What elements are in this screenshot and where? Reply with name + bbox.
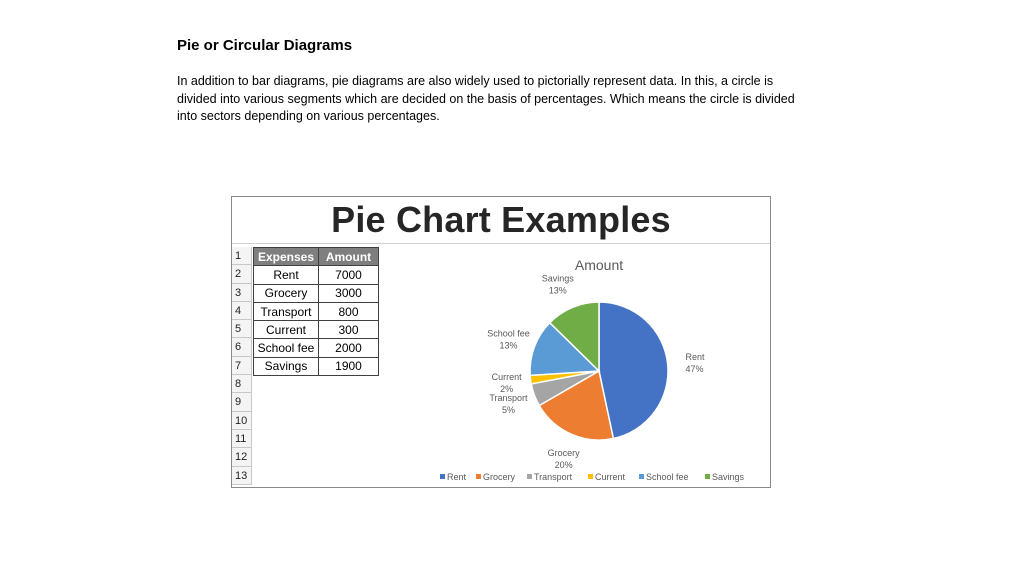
row-number: 13 — [232, 467, 252, 485]
row-number: 5 — [232, 320, 252, 338]
legend-item-rent — [440, 472, 467, 482]
table-row — [254, 321, 379, 339]
pie-chart-example-figure — [231, 196, 771, 488]
row-number: 2 — [232, 265, 252, 283]
expense-name-cell: Grocery — [254, 284, 319, 302]
legend-label: Rent — [447, 472, 467, 482]
table-row — [254, 284, 379, 302]
row-number: 4 — [232, 302, 252, 320]
slice-label — [542, 273, 575, 295]
slice-label — [548, 448, 581, 470]
row-number: 6 — [232, 338, 252, 356]
legend-item-transport — [527, 472, 573, 482]
row-number: 1 — [232, 247, 252, 265]
slice-label-percent: 13% — [499, 340, 518, 351]
slice-label-percent: 5% — [501, 404, 515, 415]
pie-chart — [382, 249, 766, 485]
document-paragraph: In addition to bar diagrams, pie diagrams are also widely used to pictorially represent data. In this, a circle is divided into various segments which are decided on the basis of percentages. Which means the circle is divided into sectors depending on various percentages. — [177, 74, 795, 123]
slice-label-percent: 2% — [500, 383, 514, 394]
pie-chart-area — [382, 249, 766, 485]
slice-label — [489, 393, 528, 415]
document-heading: Pie or Circular Diagrams — [177, 37, 353, 54]
amount-cell: 3000 — [319, 284, 379, 302]
legend-swatch — [588, 474, 593, 479]
table-row — [254, 266, 379, 284]
slice-label — [492, 372, 523, 394]
legend-swatch — [639, 474, 644, 479]
slice-label-name: Transport — [489, 392, 528, 403]
expense-name-cell: Transport — [254, 302, 319, 320]
table-row — [254, 302, 379, 320]
amount-cell: 7000 — [319, 266, 379, 284]
chart-title: Amount — [574, 257, 624, 273]
slice-label-name: Current — [491, 371, 522, 382]
legend-label: Transport — [534, 472, 573, 482]
legend-swatch — [476, 474, 481, 479]
legend-label: Current — [595, 472, 626, 482]
row-number: 9 — [232, 393, 252, 411]
slice-label-name: Rent — [685, 351, 705, 362]
legend-swatch — [440, 474, 445, 479]
expenses-table — [253, 247, 379, 376]
slice-label-percent: 20% — [554, 459, 573, 470]
legend-item-savings — [705, 472, 745, 482]
legend-label: School fee — [646, 472, 689, 482]
slice-label-name: Savings — [541, 273, 574, 284]
legend-item-current — [588, 472, 626, 482]
row-number: 7 — [232, 357, 252, 375]
table-header-row — [254, 248, 379, 266]
slice-label-percent: 13% — [548, 285, 567, 296]
amount-cell: 800 — [319, 302, 379, 320]
amount-cell: 1900 — [319, 357, 379, 375]
figure-banner-title: Pie Chart Examples — [331, 199, 671, 240]
banner-divider — [232, 243, 770, 244]
row-number: 8 — [232, 375, 252, 393]
legend-item-grocery — [476, 472, 516, 482]
expense-name-cell: School fee — [254, 339, 319, 357]
legend-swatch — [705, 474, 710, 479]
amount-cell: 2000 — [319, 339, 379, 357]
row-number: 12 — [232, 448, 252, 466]
row-number: 11 — [232, 430, 252, 448]
header-expenses: Expenses — [254, 248, 319, 266]
row-number: 10 — [232, 412, 252, 430]
header-amount: Amount — [319, 248, 379, 266]
legend-label: Savings — [712, 472, 745, 482]
spreadsheet-row-numbers — [232, 247, 252, 485]
amount-cell: 300 — [319, 321, 379, 339]
slice-label-percent: 47% — [685, 363, 704, 374]
expense-name-cell: Current — [254, 321, 319, 339]
legend-swatch — [527, 474, 532, 479]
expense-name-cell: Rent — [254, 266, 319, 284]
legend-item-school-fee — [639, 472, 689, 482]
slice-label-name: Grocery — [547, 447, 580, 458]
legend-label: Grocery — [483, 472, 516, 482]
slice-label — [487, 328, 530, 350]
table-row — [254, 339, 379, 357]
slice-label-name: School fee — [487, 328, 530, 339]
slice-label — [686, 352, 706, 374]
table-row — [254, 357, 379, 375]
row-number: 3 — [232, 284, 252, 302]
expense-name-cell: Savings — [254, 357, 319, 375]
